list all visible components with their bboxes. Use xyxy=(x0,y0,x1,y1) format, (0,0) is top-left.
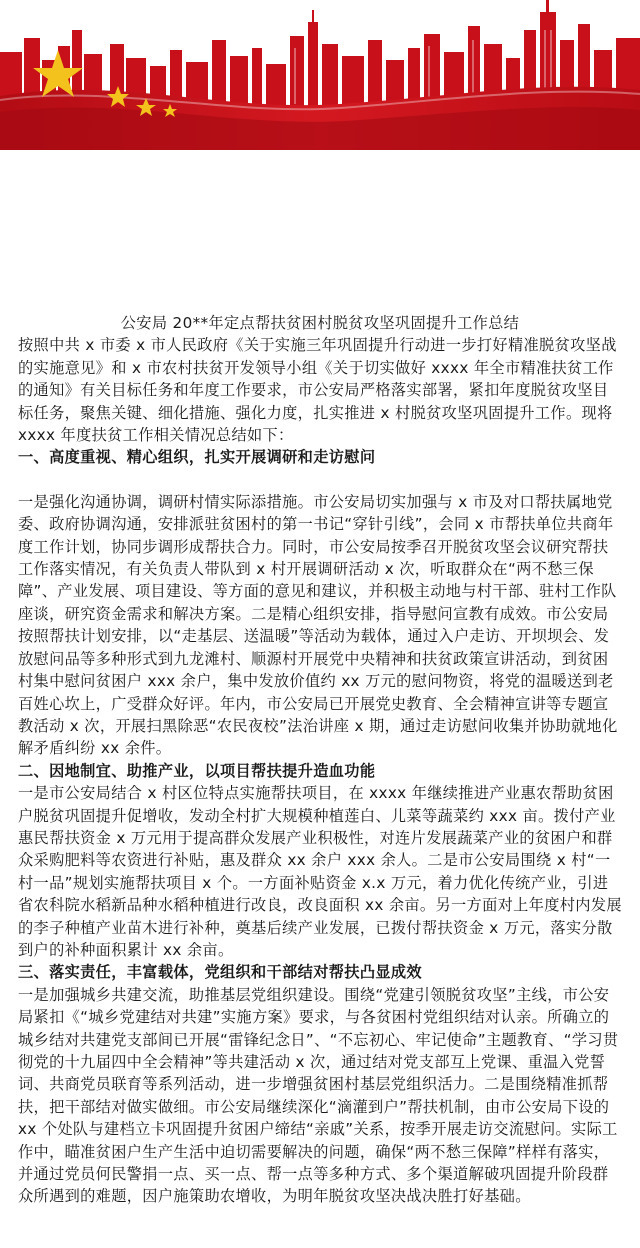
section-heading: 一、高度重视、精心组织，扎实开展调研和走访慰问 xyxy=(18,448,376,467)
section-body: 一是强化沟通协调，调研村情实际添措施。市公安局切实加强与 x 市及对口帮扶属地党委、政府协调沟通，安排派驻贫困村的第一书记“穿针引线”，会同 x 市帮扶单位共商年度工作计划，协同步调形成帮扶合力。同时，市公安局按季召开脱贫攻坚会议研究帮扶工作落实情况，有关负责人带队到 x 村开展调研活动 x 次，听取群众在“两不愁三保障”、产业发展、项目建设、等方面的意见和建议，并积极主动地与村干部、驻村工作队座谈，研究资金需求和解决方案。二是精心组织安排，指导慰问宣教有成效。市公安局按照帮扶计划安排，以“走基层、送温暖”等活动为载体，通过入户走访、开坝坝会、发放慰问品等多种形式到九龙滩村、顺源村开展党中央精神和扶贫政策宣讲活动，到贫困村集中慰问贫困户 xxx 余户，集中发放价值约 xx 万元的慰问物资，将党的温暖送到老百姓心坎上，广受群众好评。年内，市公安局已开展党史教育、全会精神宣讲等专题宣教活动 x 次，开展扫黑除恶“农民夜校”法治讲座 x 期，通过走访慰问收集并协助就地化解矛盾纠纷 xx 余件。 xyxy=(18,492,618,758)
section-body: 一是加强城乡共建交流，助推基层党组织建设。围绕“党建引领脱贫攻坚”主线，市公安局紧扣《“城乡党建结对共建”实施方案》要求，与各贫困村党组织结对认亲。所确立的城乡结对共建党支部间已开展“雷锋纪念日”、“不忘初心、牢记使命”主题教育、“学习贯彻党的十九届四中全会精神”等共建活动 x 次，通过结对党支部互上党课、重温入党誓词、共商党员联育等系列活动，进一步增强贫困村基层党组织活力。二是围绕精准抓帮扶，把干部结对做实做细。市公安局继续深化“滴灌到户”帮扶机制，由市公安局下设的 xx 个处队与建档立卡巩固提升贫困户缔结“亲戚”关系，按季开展走访交流慰问。实际工作中，瞄准贫困户生产生活中迫切需要解决的问题，确保“两不愁三保障”样样有落实，并通过党员何民警捐一点、买一点、帮一点等多种方式、多个渠道解破巩固提升阶段群众所遇到的难题，因户施策助农增收，为明年脱贫攻坚决战决胜打好基础。 xyxy=(18,985,619,1206)
blank-line xyxy=(18,469,622,491)
document-body xyxy=(18,312,622,1208)
header-banner xyxy=(0,0,640,150)
section-heading: 三、落实责任，丰富载体，党组织和干部结对帮扶凸显成效 xyxy=(18,963,422,982)
section-body: 一是市公安局结合 x 村区位特点实施帮扶项目，在 xxxx 年继续推进产业惠农帮助贫困户脱贫巩固提升促增收，发动全村扩大规模种植莲白、儿菜等蔬菜约 xxx 亩。拨付产业惠民帮扶资金 x 万元用于提高群众发展产业积极性，对连片发展蔬菜产业的贫困户和群众采购肥料等农资进行补贴，惠及群众 xx 余户 xxx 余人。二是市公安局围绕 x 村“一村一品”规划实施帮扶项目 x 个。一方面补贴资金 x.x 万元，着力优化传统产业，引进省农科院水稻新品种水稻种植进行改良，改良面积 xx 余亩。另一方面对上年度村内发展的李子种植产业苗木进行补种，奠基后续产业发展，已拨付帮扶资金 x 万元，落实分散到户的补种面积累计 xx 余亩。 xyxy=(18,784,622,959)
city-skyline-flag-graphic xyxy=(0,0,640,150)
section-heading: 二、因地制宜、助推产业，以项目帮扶提升造血功能 xyxy=(18,761,376,780)
document-title: 公安局 20**年定点帮扶贫困村脱贫攻坚巩固提升工作总结 xyxy=(120,314,520,332)
intro-paragraph: 按照中共 x 市委 x 市人民政府《关于实施三年巩固提升行动进一步打好精准脱贫攻坚战的实施意见》和 x 市农村扶贫开发领导小组《关于切实做好 xxxx 年全市精准扶贫工作的通知》有关目标任务和年度工作要求，市公安局严格落实部署，紧扣年度脱贫攻坚目标任务，聚焦关键、细化措施、强化力度，扎实推进 x 村脱贫攻坚巩固提升工作。现将 xxxx 年度扶贫工作相关情况总结如下： xyxy=(18,336,617,445)
